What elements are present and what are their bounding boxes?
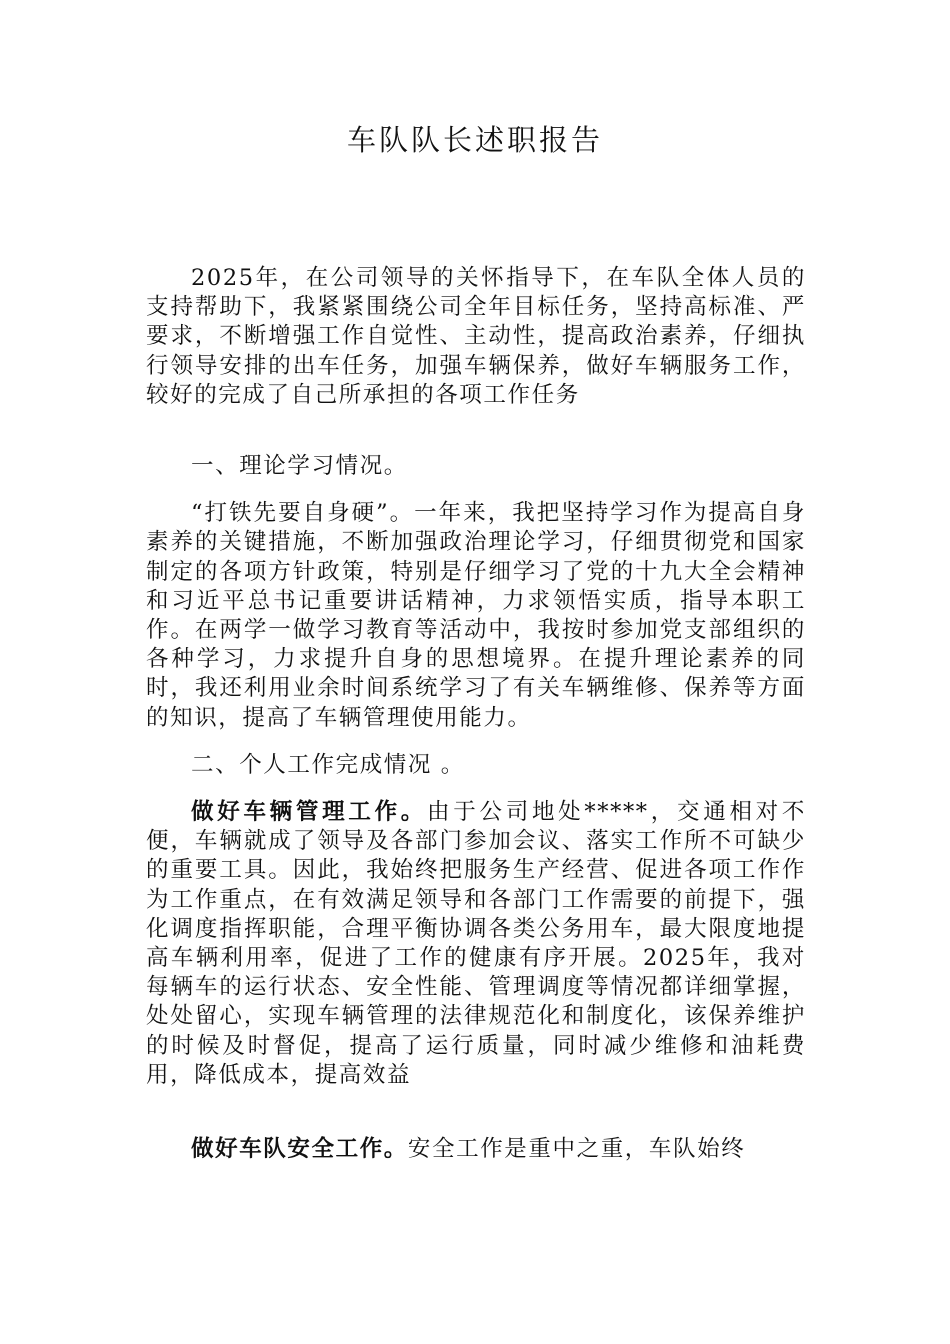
document-title: 车队队长述职报告: [346, 123, 603, 157]
intro-paragraph: 2025年，在公司领导的关怀指导下，在车队全体人员的支持帮助下，我紧紧围绕公司全年目标任务，坚持高标准、严要求，不断增强工作自觉性、主动性，提高政治素养，仔细执行领导安排的出车任务，加强车辆保养，做好车辆服务工作，较好的完成了自己所承担的各项工作任务: [146, 265, 806, 408]
vehicle-management-paragraph: [146, 798, 806, 1090]
fleet-safety-title: 做好车队安全工作。: [191, 1136, 408, 1163]
fleet-safety-text: 安全工作是重中之重，车队始终: [407, 1136, 746, 1163]
theory-study-paragraph: “打铁先要自身硬”。一年来，我把坚持学习作为提高自身素养的关键措施，不断加强政治理论学习，仔细贯彻党和国家制定的各项方针政策，特别是仔细学习了党的十九大全会精神和习近平总书记重要讲话精神，力求领悟实质，指导本职工作。在两学一做学习教育等活动中，我按时参加党支部组织的各种学习，力求提升自身的思想境界。在提升理论素养的同时，我还利用业余时间系统学习了有关车辆维修、保养等方面的知识，提高了车辆管理使用能力。: [146, 500, 806, 731]
vehicle-management-title: 做好车辆管理工作。: [191, 799, 428, 826]
section-heading-work-completion: 二、个人工作完成情况 。: [191, 751, 465, 778]
section-heading-theory-study: 一、理论学习情况。: [191, 453, 408, 480]
vehicle-management-text: 由于公司地处*****，交通相对不便，车辆就成了领导及各部门参加会议、落实工作所不可缺少的重要工具。因此，我始终把服务生产经营、促进各项工作作为工作重点，在有效满足领导和各部门工作需要的前提下，强化调度指挥职能，合理平衡协调各类公务用车，最大限度地提高车辆利用率，促进了工作的健康有序开展。2025年，我对每辆车的运行状态、安全性能、管理调度等情况都详细掌握，处处留心，实现车辆管理的法律规范化和制度化，该保养维护的时候及时督促，提高了运行质量，同时减少维修和油耗费用，降低成本，提高效益: [146, 799, 807, 1088]
document-body: [146, 264, 806, 1164]
fleet-safety-paragraph: [146, 1135, 806, 1164]
